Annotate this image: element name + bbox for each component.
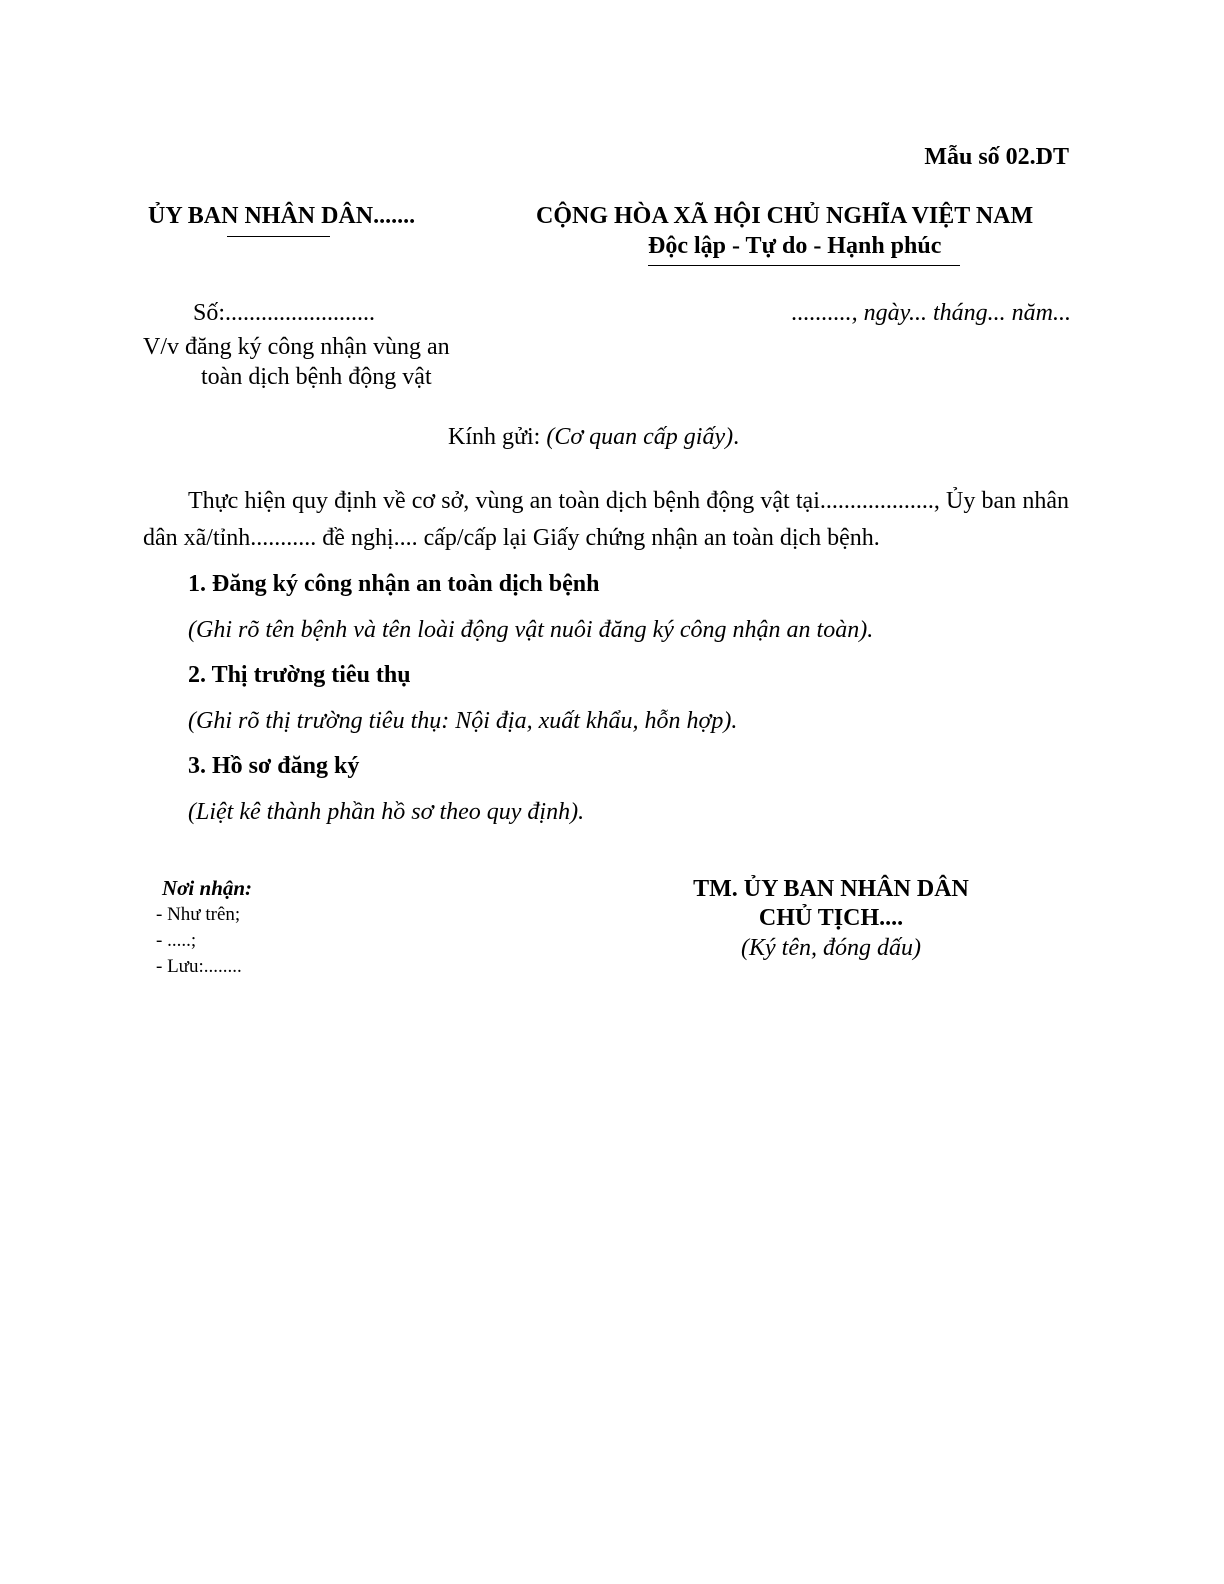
section-2-note: (Ghi rõ thị trường tiêu thụ: Nội địa, xuất khẩu, hỗn hợp). xyxy=(188,708,738,734)
document-number: Số:......................... xyxy=(193,300,376,326)
country-name: CỘNG HÒA XÃ HỘI CHỦ NGHĨA VIỆT NAM xyxy=(536,203,1034,229)
agency-underline xyxy=(227,236,330,237)
recipient-label: Kính gửi: xyxy=(448,424,541,450)
subject-line-2: toàn dịch bệnh động vật xyxy=(201,364,432,390)
recipient-line xyxy=(448,424,739,451)
section-2-heading: 2. Thị trường tiêu thụ xyxy=(188,662,411,688)
recipient-item-2: - .....; xyxy=(156,930,197,951)
recipient-item-3: - Lưu:........ xyxy=(156,956,242,977)
motto: Độc lập - Tự do - Hạnh phúc xyxy=(648,233,942,259)
motto-underline xyxy=(648,265,960,266)
section-3-note: (Liệt kê thành phần hồ sơ theo quy định). xyxy=(188,799,585,825)
section-1-note: (Ghi rõ tên bệnh và tên loài động vật nuôi đăng ký công nhận an toàn). xyxy=(188,617,874,643)
signer-position: CHỦ TỊCH.... xyxy=(758,905,904,931)
agency-name: ỦY BAN NHÂN DÂN....... xyxy=(148,203,416,229)
signer-title: TM. ỦY BAN NHÂN DÂN xyxy=(693,876,969,902)
recipient-end: . xyxy=(733,424,740,450)
section-1-heading: 1. Đăng ký công nhận an toàn dịch bệnh xyxy=(188,571,600,597)
subject-line-1: V/v đăng ký công nhận vùng an xyxy=(143,334,450,360)
section-3-heading: 3. Hồ sơ đăng ký xyxy=(188,753,360,779)
recipients-title: Nơi nhận: xyxy=(162,876,253,900)
signature-note: (Ký tên, đóng dấu) xyxy=(741,935,921,961)
date-line: .........., ngày... tháng... năm... xyxy=(791,300,1071,326)
recipient-value: (Cơ quan cấp giấy) xyxy=(546,424,734,450)
form-number: Mẫu số 02.DT xyxy=(924,144,1069,170)
body-paragraph: Thực hiện quy định về cơ sở, vùng an toàn dịch bệnh động vật tại..................., Ủy ban nhân dân xã/tỉnh........... đề nghị.... cấp/cấp lại Giấy chứng nhận an toàn dịch bệnh. xyxy=(143,488,1069,551)
recipient-item-1: - Như trên; xyxy=(156,904,241,925)
